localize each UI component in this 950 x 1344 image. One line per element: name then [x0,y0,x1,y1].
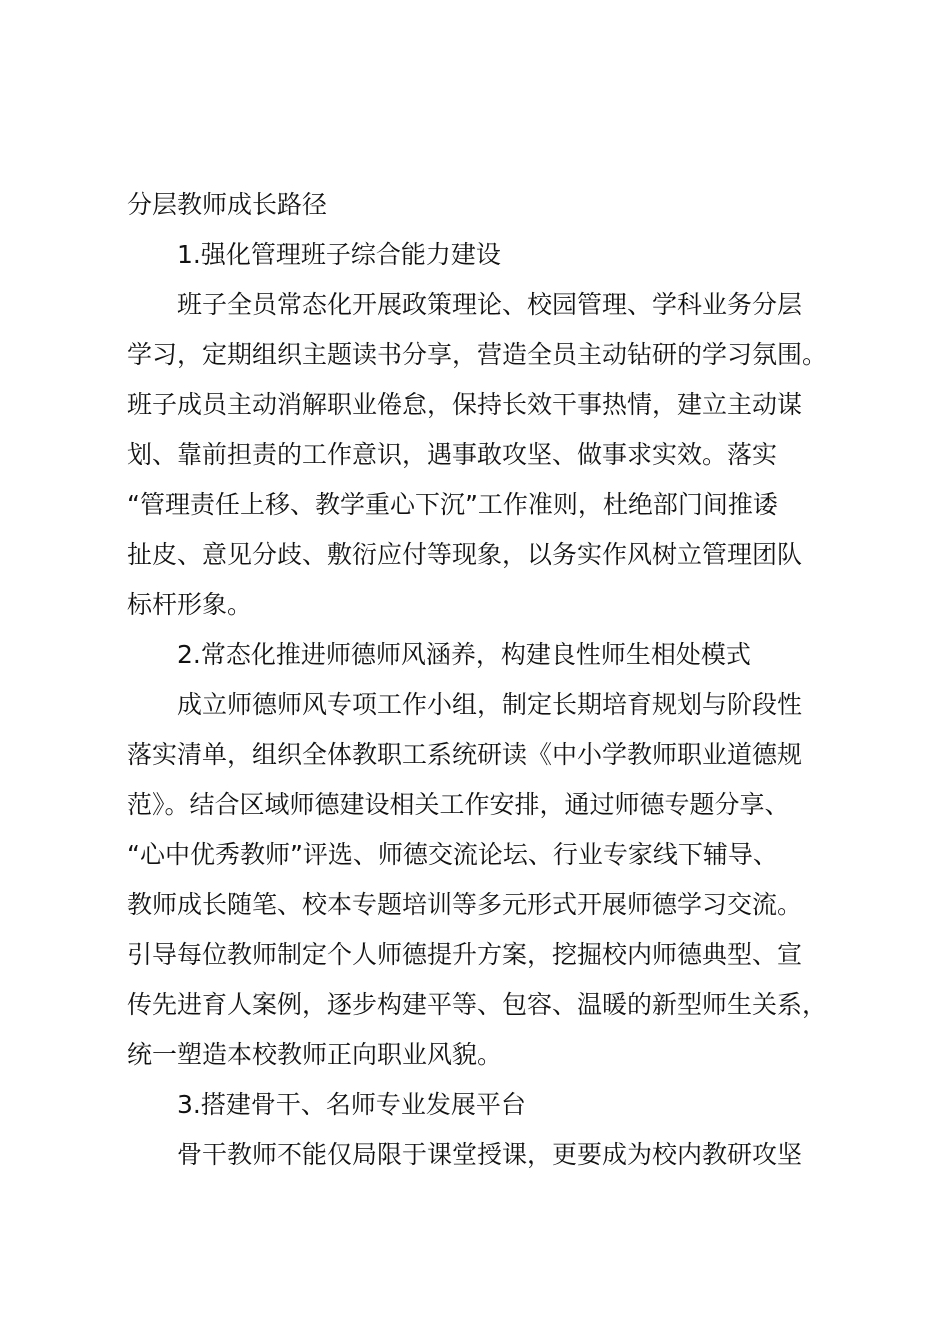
paragraph-line: 统一塑造本校教师正向职业风貌。 [127,1040,503,1069]
subsection-heading-2: 2.常态化推进师德师风涵养，构建良性师生相处模式 [177,640,751,669]
paragraph-line: 扯皮、意见分歧、敷衍应付等现象，以务实作风树立管理团队 [127,540,803,569]
paragraph-line: 范》。结合区域师德建设相关工作安排，通过师德专题分享、 [127,790,790,819]
paragraph-line: 成立师德师风专项工作小组，制定长期培育规划与阶段性 [177,690,803,719]
subsection-heading-3: 3.搭建骨干、名师专业发展平台 [177,1090,526,1119]
paragraph-line: 学习，定期组织主题读书分享，营造全员主动钻研的学习氛围。 [127,340,828,369]
section-title: 分层教师成长路径 [127,190,328,219]
paragraph-line: “心中优秀教师”评选、师德交流论坛、行业专家线下辅导、 [127,840,778,869]
paragraph-line: 划、靠前担责的工作意识，遇事敢攻坚、做事求实效。落实 [127,440,778,469]
paragraph-line: 引导每位教师制定个人师德提升方案，挖掘校内师德典型、宣 [127,940,803,969]
paragraph-line: 教师成长随笔、校本专题培训等多元形式开展师德学习交流。 [127,890,803,919]
paragraph-line: 传先进育人案例，逐步构建平等、包容、温暖的新型师生关系， [127,990,828,1019]
paragraph-line: 班子成员主动消解职业倦怠，保持长效干事热情，建立主动谋 [127,390,803,419]
paragraph-line: 落实清单，组织全体教职工系统研读《中小学教师职业道德规 [127,740,803,769]
paragraph-line: 班子全员常态化开展政策理论、校园管理、学科业务分层 [177,290,803,319]
subsection-heading-1: 1.强化管理班子综合能力建设 [177,240,501,269]
paragraph-line: 骨干教师不能仅局限于课堂授课，更要成为校内教研攻坚 [177,1140,803,1169]
paragraph-line: “管理责任上移、教学重心下沉”工作准则，杜绝部门间推诿 [127,490,778,519]
paragraph-line: 标杆形象。 [127,590,253,619]
